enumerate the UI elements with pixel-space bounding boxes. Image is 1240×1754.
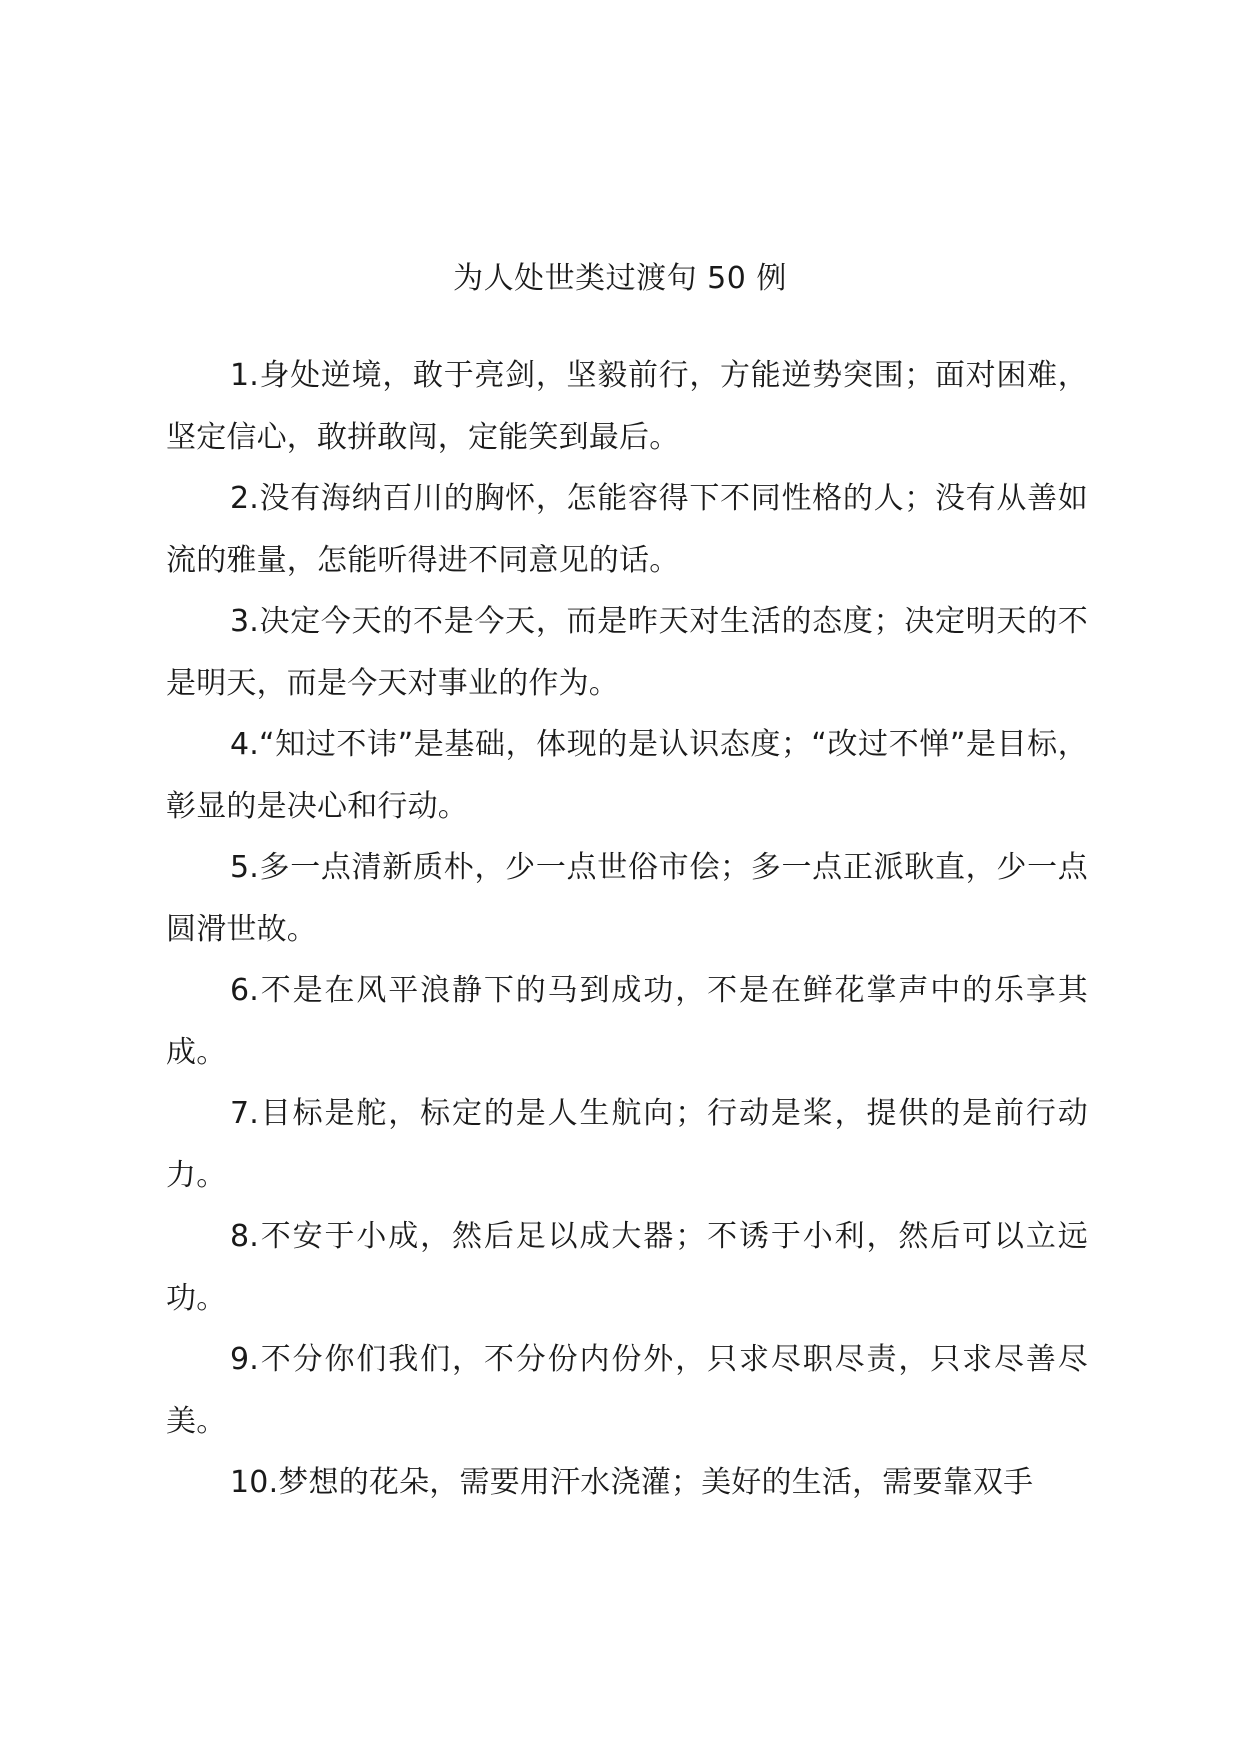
paragraph-5: 5.多一点清新质朴，少一点世俗市侩；多一点正派耿直，少一点圆滑世故。 <box>166 850 1088 947</box>
document-body <box>166 345 1088 1514</box>
document-title: 为人处世类过渡句 50 例 <box>453 261 787 296</box>
paragraph-6: 6.不是在风平浪静下的马到成功，不是在鲜花掌声中的乐享其成。 <box>166 973 1088 1070</box>
paragraph-1: 1.身处逆境，敢于亮剑，坚毅前行，方能逆势突围；面对困难，坚定信心，敢拼敢闯，定能笑到最后。 <box>166 358 1088 455</box>
paragraph-8: 8.不安于小成，然后足以成大器；不诱于小利，然后可以立远功。 <box>166 1219 1088 1316</box>
paragraph-7: 7.目标是舵，标定的是人生航向；行动是桨，提供的是前行动力。 <box>166 1096 1088 1193</box>
paragraph-2: 2.没有海纳百川的胸怀，怎能容得下不同性格的人；没有从善如流的雅量，怎能听得进不同意见的话。 <box>166 481 1088 578</box>
paragraph-10: 10.梦想的花朵，需要用汗水浇灌；美好的生活，需要靠双手 <box>230 1465 1034 1500</box>
paragraph-4: 4.“知过不讳”是基础，体现的是认识态度；“改过不惮”是目标，彰显的是决心和行动。 <box>166 727 1088 824</box>
paragraph-3: 3.决定今天的不是今天，而是昨天对生活的态度；决定明天的不是明天，而是今天对事业的作为。 <box>166 604 1088 701</box>
paragraph-9: 9.不分你们我们，不分份内份外，只求尽职尽责，只求尽善尽美。 <box>166 1342 1088 1439</box>
